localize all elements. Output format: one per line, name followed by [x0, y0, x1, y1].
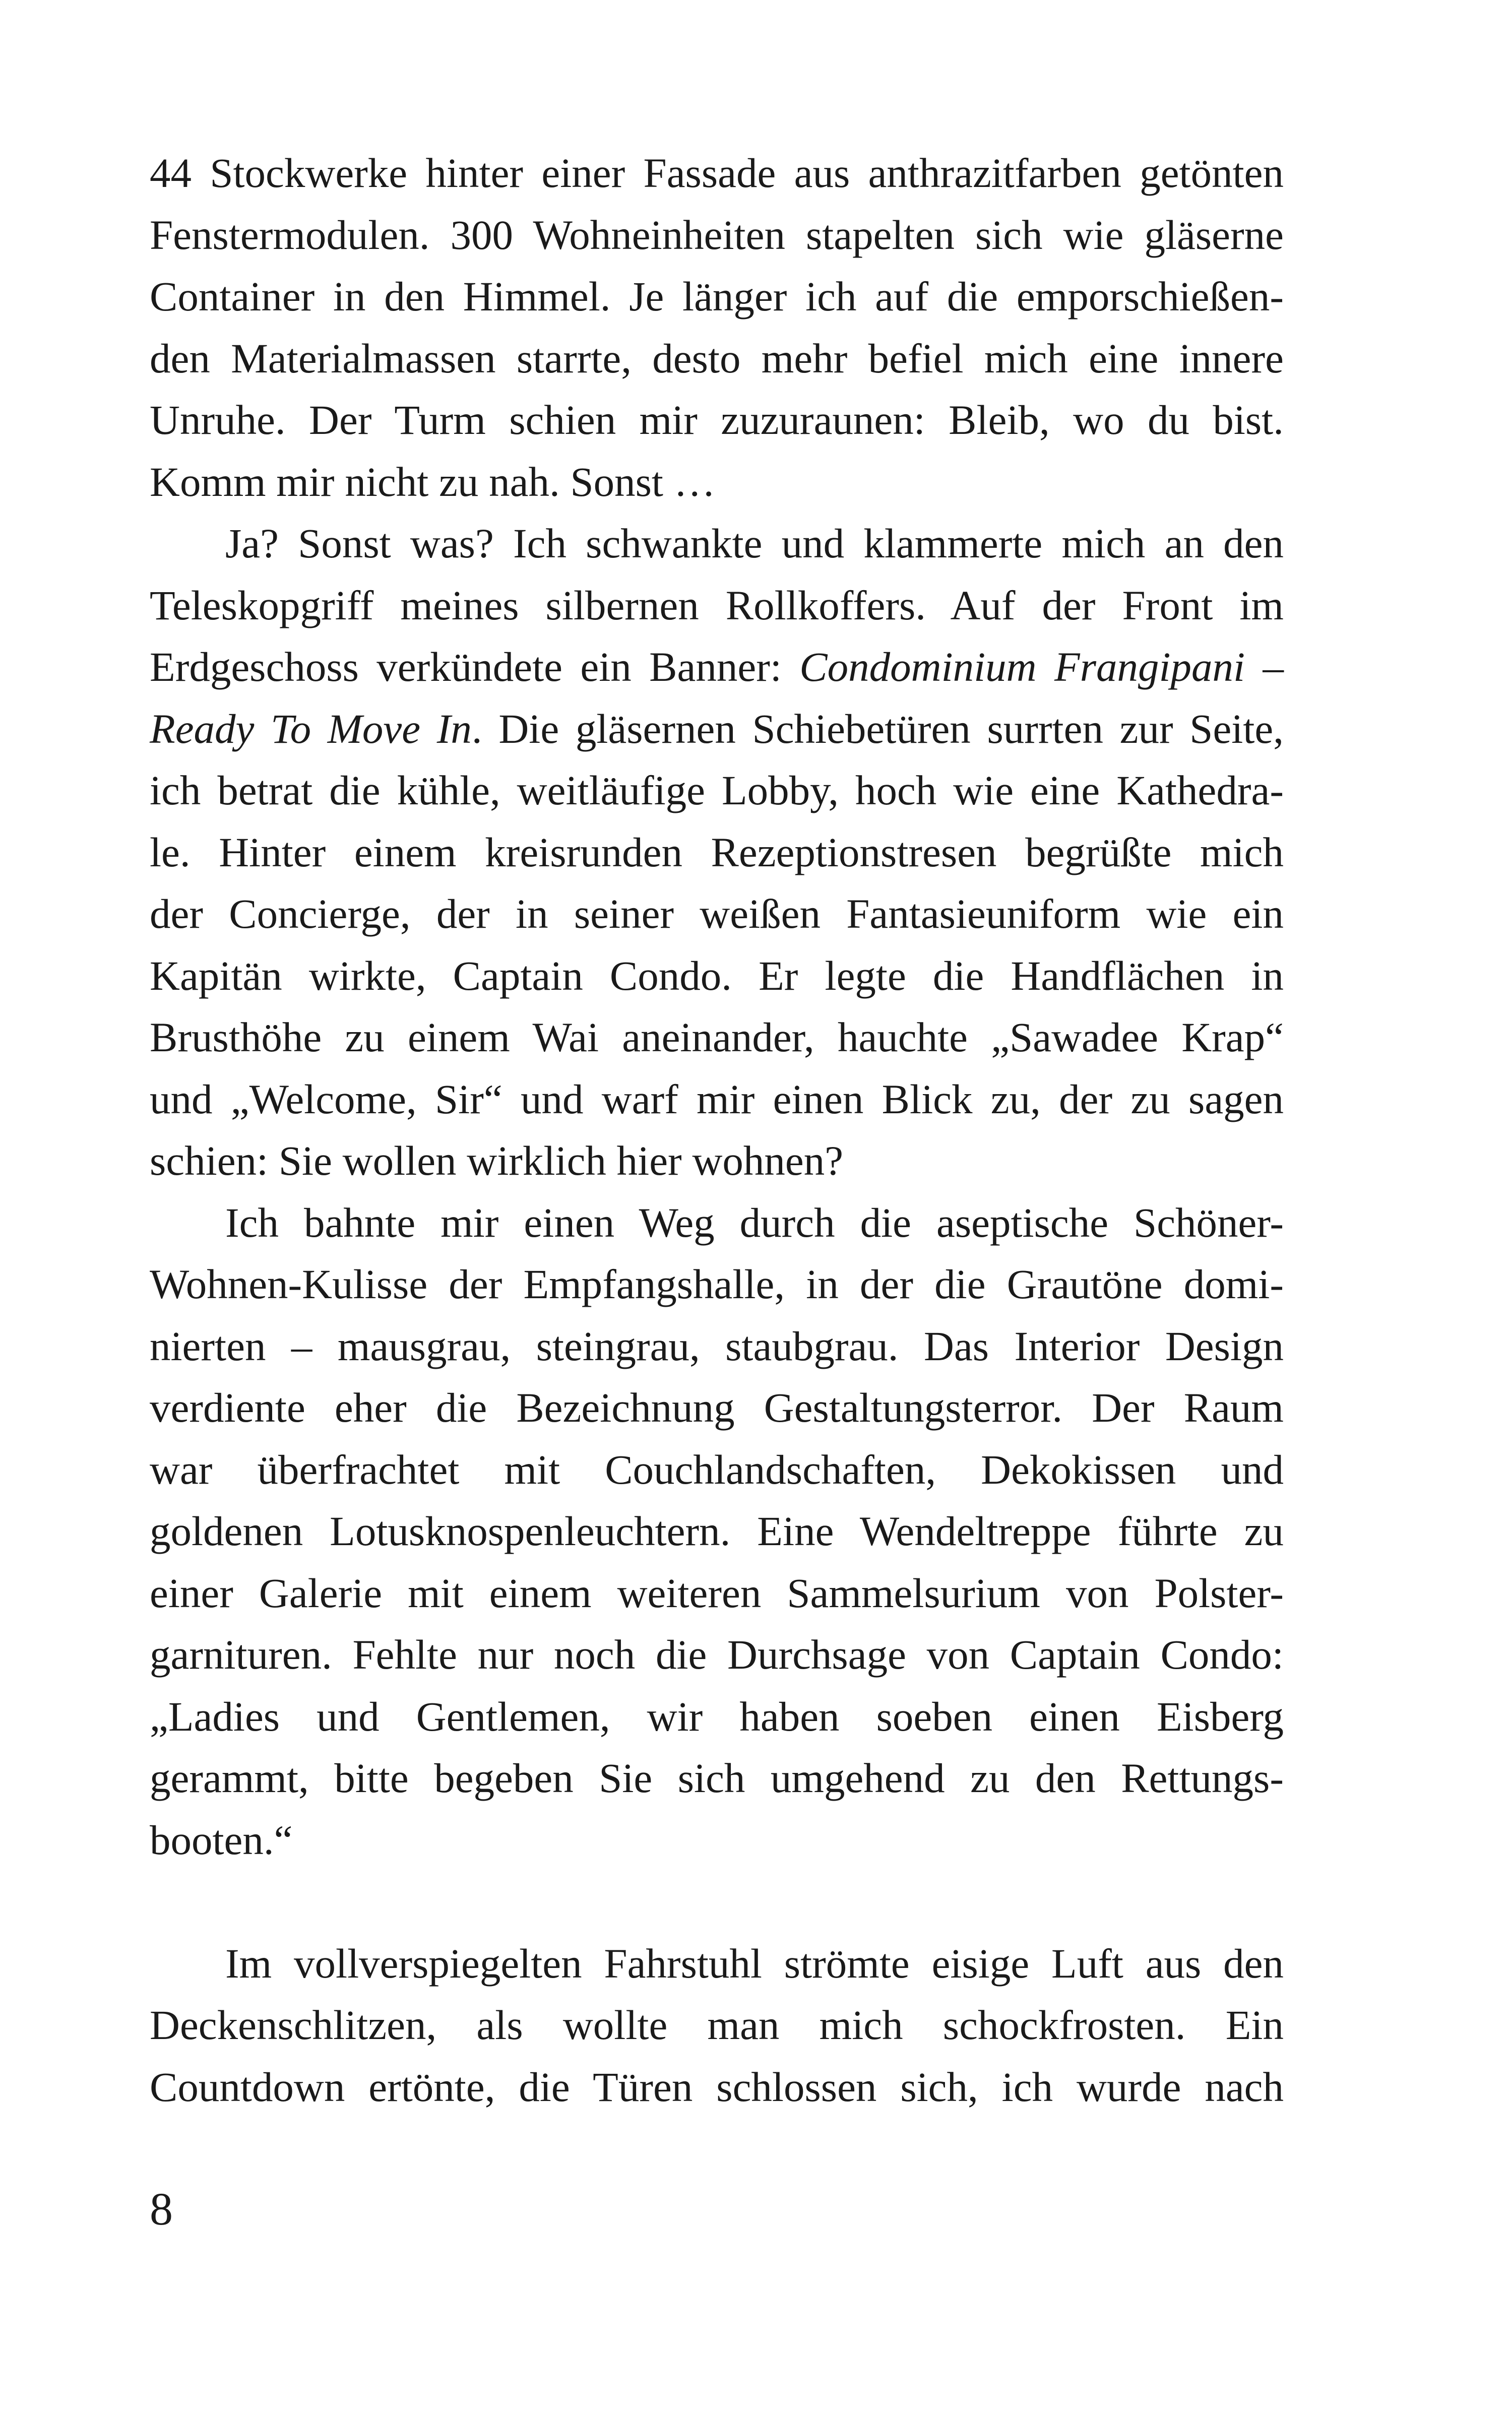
text-line: den Materialmassen starrte, desto mehr befiel mich eine innere — [150, 335, 1284, 381]
text-line: gerammt, bitte begeben Sie sich umgehend zu den Rettungs- — [150, 1755, 1284, 1801]
paragraph — [150, 513, 1284, 1192]
text-line: und „Welcome, Sir“ und warf mir einen Blick zu, der zu sagen — [150, 1075, 1284, 1122]
text-line: booten.“ — [150, 1816, 293, 1863]
text-line: Teleskopgriff meines silbernen Rollkoffers. Auf der Front im — [150, 582, 1284, 628]
text-line: der Concierge, der in seiner weißen Fantasieuniform wie ein — [150, 891, 1284, 937]
italic-run: Condominium Frangipani – — [799, 644, 1284, 690]
text-line: 44 Stockwerke hinter einer Fassade aus anthrazitfarben getönten — [150, 150, 1284, 196]
text-line — [150, 698, 1284, 760]
text-line: Kapitän wirkte, Captain Condo. Er legte die Handflächen in — [150, 952, 1284, 999]
text-line: Ja? Sonst was? Ich schwankte und klammerte mich an den — [225, 520, 1284, 566]
text-line — [150, 636, 1284, 698]
italic-run: Ready To Move In — [150, 705, 472, 752]
text-line: einer Galerie mit einem weiteren Sammelsurium von Polster- — [150, 1569, 1284, 1616]
text-line: Brusthöhe zu einem Wai aneinander, hauchte „Sawadee Krap“ — [150, 1014, 1284, 1060]
text-line: ich betrat die kühle, weitläufige Lobby, hoch wie eine Kathedra- — [150, 767, 1284, 813]
text-line: schien: Sie wollen wirklich hier wohnen? — [150, 1137, 844, 1184]
text-line: garnituren. Fehlte nur noch die Durchsage von Captain Condo: — [150, 1631, 1284, 1678]
text-line: Ich bahnte mir einen Weg durch die aseptische Schöner- — [225, 1199, 1284, 1246]
text-line: Wohnen-Kulisse der Empfangshalle, in der die Grautöne domi- — [150, 1261, 1284, 1307]
text-line: Komm mir nicht zu nah. Sonst … — [150, 458, 716, 505]
section-break — [150, 1871, 1284, 1933]
text-line: Im vollverspiegelten Fahrstuhl strömte eisige Luft aus den — [225, 1940, 1284, 1987]
text-line: verdiente eher die Bezeichnung Gestaltungsterror. Der Raum — [150, 1384, 1284, 1431]
text-line: war überfrachtet mit Couchlandschaften, Dekokissen und — [150, 1446, 1284, 1493]
text-run: . Die gläsernen Schiebetüren surrten zur Seite, — [471, 705, 1284, 752]
text-line: nierten – mausgrau, steingrau, staubgrau. Das Interior Design — [150, 1322, 1284, 1369]
text-line: Unruhe. Der Turm schien mir zuzuraunen: Bleib, wo du bist. — [150, 397, 1284, 443]
text-line: Container in den Himmel. Je länger ich auf die emporschießen- — [150, 273, 1284, 320]
text-line: goldenen Lotusknospenleuchtern. Eine Wendeltreppe führte zu — [150, 1508, 1284, 1554]
text-line: Countdown ertönte, die Türen schlossen sich, ich wurde nach — [150, 2063, 1284, 2110]
body-text — [150, 142, 1284, 2118]
paragraph — [150, 1192, 1284, 1871]
text-line: le. Hinter einem kreisrunden Rezeptionstresen begrüßte mich — [150, 829, 1284, 875]
paragraph — [150, 1933, 1284, 2118]
page-number: 8 — [150, 2183, 173, 2235]
text-line: Fenstermodulen. 300 Wohneinheiten stapelten sich wie gläserne — [150, 211, 1284, 258]
text-line: Deckenschlitzen, als wollte man mich schockfrosten. Ein — [150, 2002, 1284, 2048]
text-run: Erdgeschoss verkündete ein Banner: — [150, 644, 800, 690]
paragraph — [150, 142, 1284, 513]
text-line: „Ladies und Gentlemen, wir haben soeben einen Eisberg — [150, 1693, 1284, 1740]
